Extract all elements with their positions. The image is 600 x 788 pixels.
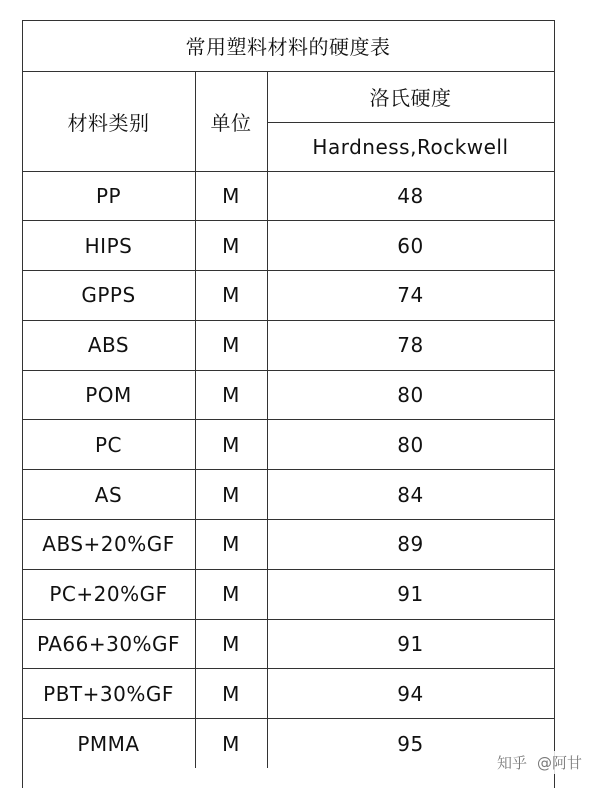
unit-cell: M <box>195 569 267 619</box>
watermark <box>495 751 584 774</box>
unit-cell: M <box>195 221 267 271</box>
table-row <box>22 520 554 570</box>
table-row <box>22 420 554 470</box>
material-cell: PP <box>22 171 195 221</box>
material-cell: PBT+30%GF <box>22 669 195 719</box>
unit-cell: M <box>195 619 267 669</box>
material-cell: PC+20%GF <box>22 569 195 619</box>
table-row <box>22 470 554 520</box>
table-title: 常用塑料材料的硬度表 <box>22 20 554 71</box>
hardness-cell: 48 <box>267 171 554 221</box>
hardness-cell: 78 <box>267 320 554 370</box>
table-row <box>22 171 554 221</box>
material-cell: HIPS <box>22 221 195 271</box>
unit-cell: M <box>195 420 267 470</box>
hardness-table-container <box>22 20 555 788</box>
material-cell: ABS <box>22 320 195 370</box>
hardness-cell: 84 <box>267 470 554 520</box>
watermark-author: @阿甘 <box>536 754 582 772</box>
table-row <box>22 669 554 719</box>
table-row <box>22 221 554 271</box>
unit-cell: M <box>195 370 267 420</box>
unit-cell: M <box>195 171 267 221</box>
material-cell: AS <box>22 470 195 520</box>
unit-cell: M <box>195 271 267 321</box>
hardness-cell: 91 <box>267 569 554 619</box>
material-cell: PC <box>22 420 195 470</box>
material-cell: ABS+20%GF <box>22 520 195 570</box>
header-material: 材料类别 <box>22 71 195 171</box>
table-row <box>22 569 554 619</box>
unit-cell: M <box>195 719 267 768</box>
hardness-cell: 80 <box>267 420 554 470</box>
header-hardness-cn: 洛氏硬度 <box>267 71 554 122</box>
unit-cell: M <box>195 320 267 370</box>
unit-cell: M <box>195 520 267 570</box>
table-row <box>22 719 554 768</box>
material-cell: PMMA <box>22 719 195 768</box>
table-row <box>22 320 554 370</box>
hardness-table <box>22 20 555 769</box>
hardness-cell: 94 <box>267 669 554 719</box>
hardness-cell: 89 <box>267 520 554 570</box>
table-row <box>22 271 554 321</box>
material-cell: GPPS <box>22 271 195 321</box>
hardness-cell: 95 <box>267 719 554 768</box>
header-unit: 单位 <box>195 71 267 171</box>
header-row <box>22 71 554 122</box>
unit-cell: M <box>195 470 267 520</box>
hardness-cell: 80 <box>267 370 554 420</box>
unit-cell: M <box>195 669 267 719</box>
table-row <box>22 370 554 420</box>
watermark-site: 知乎 <box>496 754 527 772</box>
table-row <box>22 619 554 669</box>
hardness-cell: 91 <box>267 619 554 669</box>
hardness-cell: 74 <box>267 271 554 321</box>
hardness-cell: 60 <box>267 221 554 271</box>
material-cell: PA66+30%GF <box>22 619 195 669</box>
header-hardness-en: Hardness,Rockwell <box>267 122 554 171</box>
table-title-row <box>22 20 554 71</box>
material-cell: POM <box>22 370 195 420</box>
